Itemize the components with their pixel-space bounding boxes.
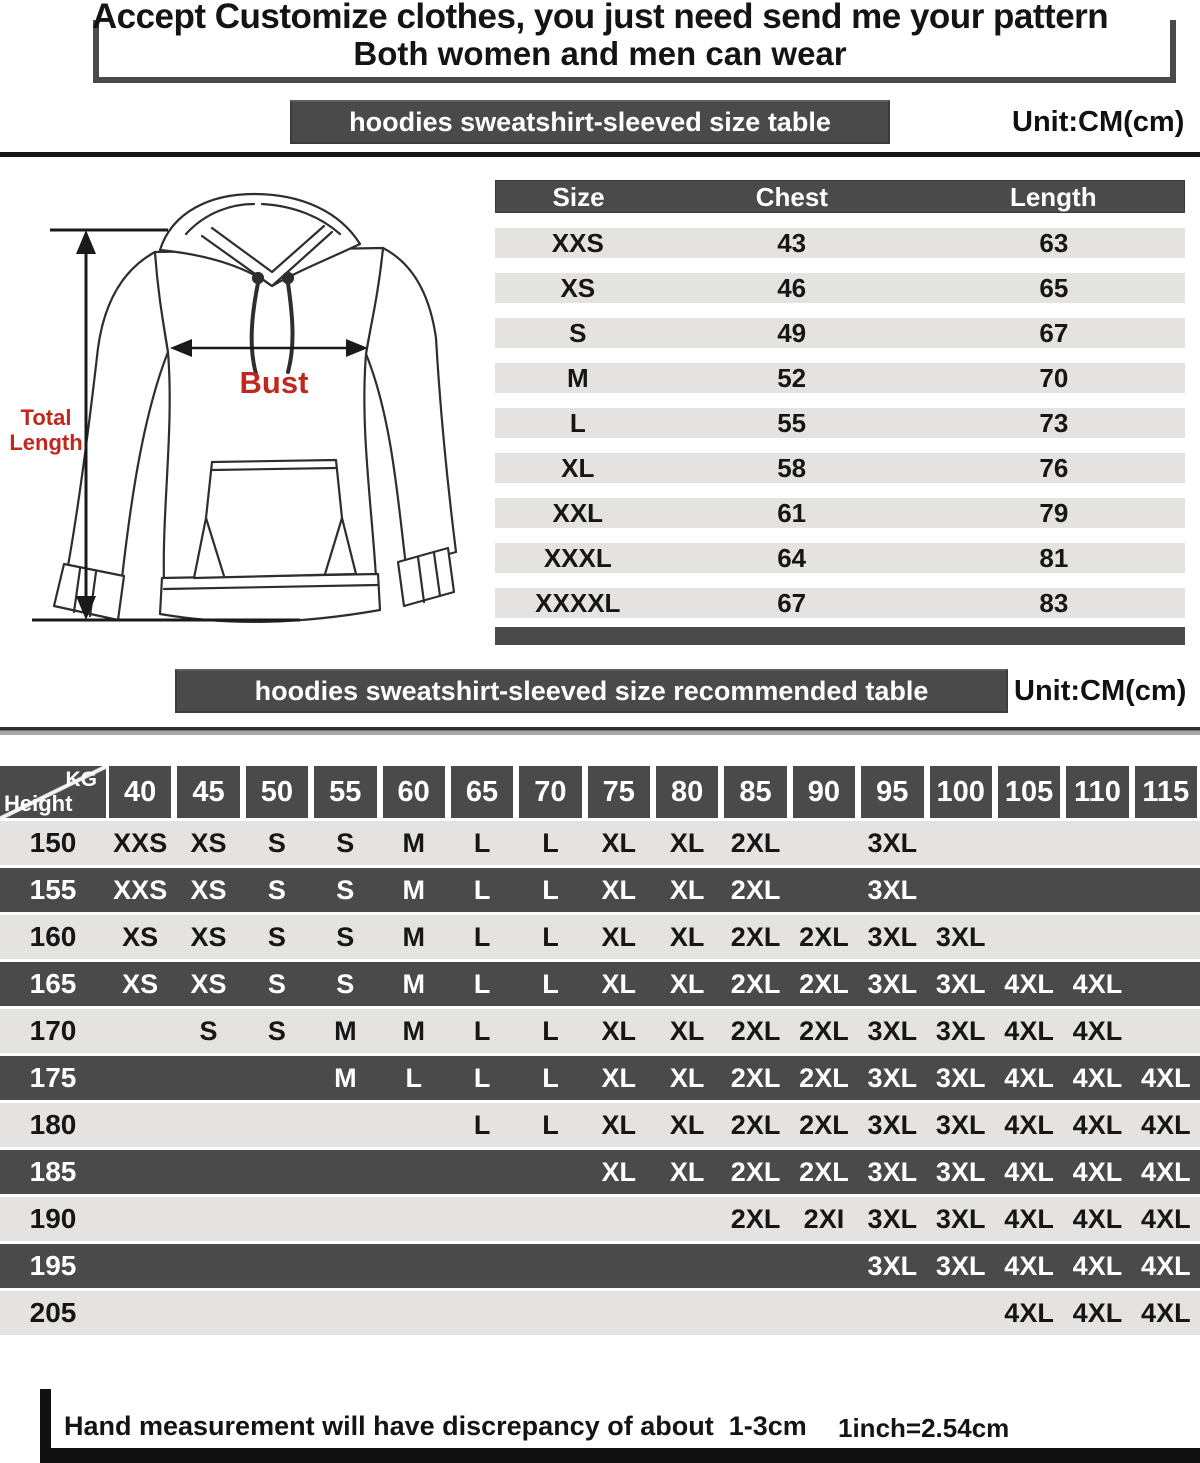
recommend-cell <box>311 1244 379 1288</box>
recommend-cell <box>995 821 1063 865</box>
recommend-cell: 4XL <box>1004 1204 1054 1234</box>
recommend-cell <box>243 1291 311 1335</box>
chest-cell: 52 <box>777 363 807 393</box>
weight-header-95: 95 <box>861 766 923 818</box>
length-cell: 79 <box>1039 498 1069 528</box>
recommend-cell: S <box>336 828 355 858</box>
height-label-205: 205 <box>29 1297 77 1328</box>
recommend-cell: 3XL <box>935 1016 986 1046</box>
recommend-cell <box>516 1291 584 1335</box>
recommend-row-190 <box>0 1197 1200 1241</box>
recommend-cell: 2XL <box>730 922 781 952</box>
recommend-cell: L <box>473 1063 491 1093</box>
heading-line-2: Both women and men can wear <box>353 35 847 72</box>
recommend-cell <box>174 1056 242 1100</box>
recommend-row-160 <box>0 915 1200 959</box>
recommend-cell <box>380 1150 448 1194</box>
recommend-table-rows <box>0 821 1200 1335</box>
recommend-cell <box>106 1009 174 1053</box>
recommend-cell <box>995 868 1063 912</box>
section2-unit-label: Unit:CM(cm) <box>1014 675 1187 707</box>
recommend-row-165 <box>0 962 1200 1006</box>
recommend-cell: XL <box>669 875 705 905</box>
recommend-cell: 3XL <box>867 1110 918 1140</box>
recommend-cell <box>106 1150 174 1194</box>
recommend-cell <box>790 1244 858 1288</box>
recommend-cell: S <box>336 875 355 905</box>
height-label-195: 195 <box>29 1250 77 1281</box>
weight-header-75: 75 <box>588 766 650 818</box>
recommend-cell: 3XL <box>935 922 986 952</box>
total-length-label: Total Length <box>9 405 83 455</box>
recommend-row-175 <box>0 1056 1200 1100</box>
recommend-cell: 2XL <box>799 1110 849 1140</box>
recommend-cell <box>448 1244 516 1288</box>
weight-header-50: 50 <box>246 766 308 818</box>
recommend-cell: 4XL <box>1004 1016 1054 1046</box>
size-cell: XL <box>561 453 595 483</box>
recommend-cell <box>243 1150 311 1194</box>
length-cell: 67 <box>1039 318 1069 348</box>
weight-header-70: 70 <box>519 766 581 818</box>
recommend-cell <box>927 821 995 865</box>
recommend-cell: S <box>267 922 286 952</box>
recommend-cell: M <box>402 875 425 905</box>
recommend-cell: L <box>542 828 559 858</box>
recommend-cell: 4XL <box>1072 969 1123 999</box>
recommend-cell: XL <box>601 922 637 952</box>
size-table-col-length: Length <box>1009 182 1097 212</box>
recommend-cell: 4XL <box>1004 969 1054 999</box>
recommend-cell <box>516 1244 584 1288</box>
size-table-col-size: Size <box>552 182 605 212</box>
recommend-cell <box>1132 1009 1200 1053</box>
recommend-cell: XS <box>190 969 227 999</box>
section2-divider <box>0 727 1200 735</box>
recommend-cell: M <box>402 1016 425 1046</box>
recommend-cell <box>927 868 995 912</box>
recommend-cell: M <box>402 922 425 952</box>
recommend-cell: 4XL <box>1141 1251 1191 1281</box>
weight-header-85: 85 <box>724 766 786 818</box>
recommend-cell: 2XL <box>799 1157 849 1187</box>
height-label-150: 150 <box>29 827 77 858</box>
height-label-160: 160 <box>29 921 77 952</box>
size-table-row <box>495 408 1185 438</box>
recommend-cell: 4XL <box>1072 1110 1123 1140</box>
recommend-cell: L <box>542 875 559 905</box>
recommend-cell: 4XL <box>1141 1298 1191 1328</box>
size-cell: XXS <box>551 228 604 258</box>
recommend-cell <box>380 1103 448 1147</box>
chest-cell: 55 <box>777 408 807 438</box>
recommend-cell: XXS <box>113 828 168 858</box>
recommend-cell: 2XL <box>730 875 781 905</box>
kg-height-corner-cell <box>0 766 106 818</box>
recommend-cell: 3XL <box>867 1251 918 1281</box>
recommend-cell: 3XL <box>867 875 918 905</box>
recommend-cell <box>653 1197 721 1241</box>
recommend-cell <box>585 1244 653 1288</box>
recommend-cell <box>380 1197 448 1241</box>
recommend-cell: XL <box>669 969 705 999</box>
footer-bottom-bar <box>40 1448 1200 1463</box>
chest-cell: 46 <box>777 273 807 303</box>
recommend-cell <box>1132 868 1200 912</box>
recommend-cell <box>448 1150 516 1194</box>
size-table-header <box>495 180 1185 213</box>
corner-height-label: Height <box>4 791 73 816</box>
chest-cell: 43 <box>777 228 807 258</box>
length-cell: 65 <box>1039 273 1069 303</box>
recommend-cell: S <box>336 922 355 952</box>
recommend-cell: XL <box>669 1157 705 1187</box>
recommend-cell: XL <box>669 1063 705 1093</box>
recommend-cell: 3XL <box>935 1204 986 1234</box>
section1-divider <box>0 152 1200 157</box>
recommend-cell: 2XL <box>799 922 849 952</box>
height-label-180: 180 <box>29 1109 77 1140</box>
recommend-cell: M <box>334 1063 357 1093</box>
height-label-185: 185 <box>29 1156 77 1187</box>
recommend-cell: XL <box>601 1110 637 1140</box>
size-table <box>495 180 1185 645</box>
recommend-cell: 2XL <box>730 969 781 999</box>
size-cell: L <box>569 408 586 438</box>
weight-header-60: 60 <box>383 766 445 818</box>
weight-header-110: 110 <box>1066 766 1128 818</box>
weight-header-90: 90 <box>793 766 855 818</box>
height-label-170: 170 <box>29 1015 77 1046</box>
recommend-cell: S <box>199 1016 218 1046</box>
recommend-cell: L <box>473 1110 491 1140</box>
recommend-cell <box>243 1244 311 1288</box>
recommend-cell <box>380 1244 448 1288</box>
recommend-cell: 4XL <box>1141 1204 1191 1234</box>
recommend-cell: 3XL <box>867 1157 918 1187</box>
recommend-cell: XL <box>601 875 637 905</box>
weight-header-row <box>0 766 1200 818</box>
weight-header-105: 105 <box>998 766 1060 818</box>
size-table-footer-bar <box>495 627 1185 645</box>
recommend-cell <box>243 1103 311 1147</box>
recommend-cell: 4XL <box>1141 1063 1191 1093</box>
section1-title-bar: hoodies sweatshirt-sleeved size table <box>290 100 890 144</box>
recommend-cell: XL <box>669 1110 705 1140</box>
recommend-cell: M <box>402 969 425 999</box>
recommend-cell <box>790 1291 858 1335</box>
inch-conversion-note: 1inch=2.54cm <box>838 1413 1010 1443</box>
recommend-cell: 4XL <box>1072 1157 1123 1187</box>
recommend-cell: 2XL <box>799 1016 849 1046</box>
recommend-cell <box>311 1291 379 1335</box>
height-label-190: 190 <box>29 1203 77 1234</box>
recommend-cell: XS <box>190 922 227 952</box>
recommend-cell: XS <box>190 875 227 905</box>
height-label-165: 165 <box>29 968 77 999</box>
recommend-cell: 2XL <box>730 1063 781 1093</box>
corner-kg-label: KG <box>65 768 97 791</box>
height-label-155: 155 <box>29 874 77 905</box>
recommend-cell: XL <box>601 1063 637 1093</box>
bust-label: Bust <box>239 365 309 400</box>
recommend-cell: 3XL <box>867 922 918 952</box>
recommend-cell: 4XL <box>1004 1157 1054 1187</box>
recommend-cell: XXS <box>113 875 168 905</box>
recommend-row-155 <box>0 868 1200 912</box>
size-table-row <box>495 363 1185 393</box>
recommend-cell: XS <box>122 969 159 999</box>
recommend-cell <box>858 1291 926 1335</box>
recommend-cell: 2XL <box>730 1016 781 1046</box>
recommend-cell: S <box>267 969 286 999</box>
length-cell: 76 <box>1039 453 1069 483</box>
recommend-cell <box>1132 962 1200 1006</box>
recommend-cell: L <box>473 875 491 905</box>
recommend-cell: S <box>336 969 355 999</box>
recommend-cell <box>311 1197 379 1241</box>
recommend-cell <box>174 1103 242 1147</box>
recommend-row-180 <box>0 1103 1200 1147</box>
recommend-cell <box>106 1291 174 1335</box>
recommend-cell: L <box>542 1110 559 1140</box>
recommend-row-205 <box>0 1291 1200 1335</box>
recommend-cell: 3XL <box>867 1204 918 1234</box>
recommend-cell: XL <box>601 828 637 858</box>
length-cell: 83 <box>1039 588 1069 618</box>
chest-cell: 67 <box>777 588 807 618</box>
recommend-cell <box>1132 915 1200 959</box>
recommend-cell: 4XL <box>1072 1251 1123 1281</box>
size-cell: XXXXL <box>535 588 621 618</box>
recommend-cell: S <box>267 875 286 905</box>
recommend-cell <box>585 1291 653 1335</box>
size-cell: XXL <box>552 498 604 528</box>
recommend-cell: 3XL <box>935 1157 986 1187</box>
size-table-row <box>495 228 1185 258</box>
recommend-cell <box>174 1150 242 1194</box>
weight-header-55: 55 <box>314 766 376 818</box>
recommend-cell <box>106 1244 174 1288</box>
recommend-row-170 <box>0 1009 1200 1053</box>
recommend-cell <box>174 1197 242 1241</box>
recommend-cell: S <box>267 828 286 858</box>
size-cell: XXXL <box>543 543 612 573</box>
recommend-cell: 4XL <box>1141 1157 1191 1187</box>
recommend-cell <box>790 821 858 865</box>
weight-header-115: 115 <box>1135 766 1197 818</box>
recommend-cell: 2XL <box>730 1157 781 1187</box>
size-table-row <box>495 273 1185 303</box>
recommend-cell <box>1063 915 1131 959</box>
recommend-cell: 4XL <box>1004 1110 1054 1140</box>
recommend-cell <box>311 1150 379 1194</box>
recommend-cell: L <box>542 969 559 999</box>
recommend-cell: S <box>267 1016 286 1046</box>
size-cell: M <box>566 363 589 393</box>
weight-header-100: 100 <box>930 766 992 818</box>
recommend-cell <box>448 1197 516 1241</box>
recommend-cell: 2XL <box>799 969 849 999</box>
length-cell: 63 <box>1039 228 1069 258</box>
chest-cell: 61 <box>777 498 807 528</box>
recommend-cell: 4XL <box>1072 1204 1123 1234</box>
recommend-cell: L <box>542 1016 559 1046</box>
recommend-cell <box>380 1291 448 1335</box>
recommend-cell: 2XL <box>730 828 781 858</box>
recommend-cell: M <box>334 1016 357 1046</box>
recommend-cell <box>995 915 1063 959</box>
size-table-row <box>495 453 1185 483</box>
weight-header-80: 80 <box>656 766 718 818</box>
recommend-cell: 4XL <box>1004 1298 1054 1328</box>
recommend-cell: XL <box>669 1016 705 1046</box>
recommend-cell <box>721 1244 789 1288</box>
weight-header-40: 40 <box>109 766 171 818</box>
recommend-cell: XS <box>190 828 227 858</box>
recommend-cell <box>106 1197 174 1241</box>
recommend-cell: 3XL <box>867 828 918 858</box>
size-cell: S <box>569 318 587 348</box>
recommend-cell: 2XI <box>803 1204 845 1234</box>
size-table-row <box>495 543 1185 573</box>
measurement-note: Hand measurement will have discrepancy of about 1-3cm <box>64 1411 807 1441</box>
recommend-cell: 4XL <box>1072 1016 1123 1046</box>
recommend-cell: L <box>473 922 491 952</box>
section2-title-bar: hoodies sweatshirt-sleeved size recommended table <box>175 669 1008 713</box>
size-table-col-chest: Chest <box>755 182 828 212</box>
recommend-cell: 4XL <box>1072 1063 1123 1093</box>
recommend-cell: 3XL <box>935 1063 986 1093</box>
recommend-cell: 4XL <box>1141 1110 1191 1140</box>
recommend-cell: XS <box>122 922 159 952</box>
recommend-cell: 3XL <box>935 969 986 999</box>
recommend-cell <box>516 1150 584 1194</box>
recommend-cell: L <box>542 1063 559 1093</box>
weight-header-65: 65 <box>451 766 513 818</box>
recommend-cell <box>106 1103 174 1147</box>
recommend-cell: M <box>402 828 425 858</box>
chest-cell: 64 <box>777 543 807 573</box>
recommend-cell: 3XL <box>867 969 918 999</box>
recommend-row-195 <box>0 1244 1200 1288</box>
hoodie-right-sleeve <box>366 248 456 566</box>
recommend-cell <box>243 1056 311 1100</box>
recommend-cell <box>721 1291 789 1335</box>
recommend-cell: L <box>405 1063 422 1093</box>
recommend-cell: 3XL <box>867 1016 918 1046</box>
recommend-cell: L <box>473 969 491 999</box>
length-cell: 70 <box>1039 363 1069 393</box>
height-label-175: 175 <box>29 1062 77 1093</box>
size-table-rows <box>495 228 1185 618</box>
recommend-cell <box>174 1291 242 1335</box>
size-table-row <box>495 318 1185 348</box>
recommend-row-185 <box>0 1150 1200 1194</box>
recommend-cell: L <box>473 1016 491 1046</box>
recommend-cell <box>243 1197 311 1241</box>
hoodie-hem-band <box>160 574 380 622</box>
chest-cell: 58 <box>777 453 807 483</box>
recommend-cell: 3XL <box>935 1110 986 1140</box>
size-table-row <box>495 588 1185 618</box>
recommend-cell: 2XL <box>730 1204 781 1234</box>
weight-header-45: 45 <box>177 766 239 818</box>
recommend-cell <box>1132 821 1200 865</box>
recommend-cell: 3XL <box>867 1063 918 1093</box>
recommend-cell: 4XL <box>1004 1063 1054 1093</box>
recommend-cell: 2XL <box>730 1110 781 1140</box>
recommend-table <box>0 766 1200 1335</box>
recommend-cell <box>927 1291 995 1335</box>
recommend-cell: 4XL <box>1004 1251 1054 1281</box>
recommend-cell: XL <box>601 1157 637 1187</box>
recommend-cell: 3XL <box>935 1251 986 1281</box>
recommend-cell: XL <box>601 1016 637 1046</box>
recommend-cell <box>1063 868 1131 912</box>
heading-line-1: Accept Customize clothes, you just need send me your pattern <box>91 0 1109 36</box>
section1-unit-label: Unit:CM(cm) <box>1012 106 1185 138</box>
recommend-cell <box>174 1244 242 1288</box>
recommend-cell <box>790 868 858 912</box>
recommend-cell: L <box>542 922 559 952</box>
recommend-cell <box>653 1291 721 1335</box>
recommend-cell: XL <box>669 828 705 858</box>
recommend-cell: 4XL <box>1072 1298 1123 1328</box>
length-cell: 81 <box>1039 543 1069 573</box>
recommend-cell <box>448 1291 516 1335</box>
recommend-cell <box>106 1056 174 1100</box>
size-table-row <box>495 498 1185 528</box>
length-cell: 73 <box>1039 408 1069 438</box>
recommend-row-150 <box>0 821 1200 865</box>
recommend-cell: XL <box>601 969 637 999</box>
recommend-cell <box>311 1103 379 1147</box>
recommend-cell: L <box>473 828 491 858</box>
recommend-cell <box>1063 821 1131 865</box>
size-cell: XS <box>560 273 596 303</box>
chest-cell: 49 <box>777 318 807 348</box>
recommend-cell <box>516 1197 584 1241</box>
recommend-cell: XL <box>669 922 705 952</box>
recommend-cell <box>653 1244 721 1288</box>
recommend-cell: 2XL <box>799 1063 849 1093</box>
recommend-cell <box>585 1197 653 1241</box>
